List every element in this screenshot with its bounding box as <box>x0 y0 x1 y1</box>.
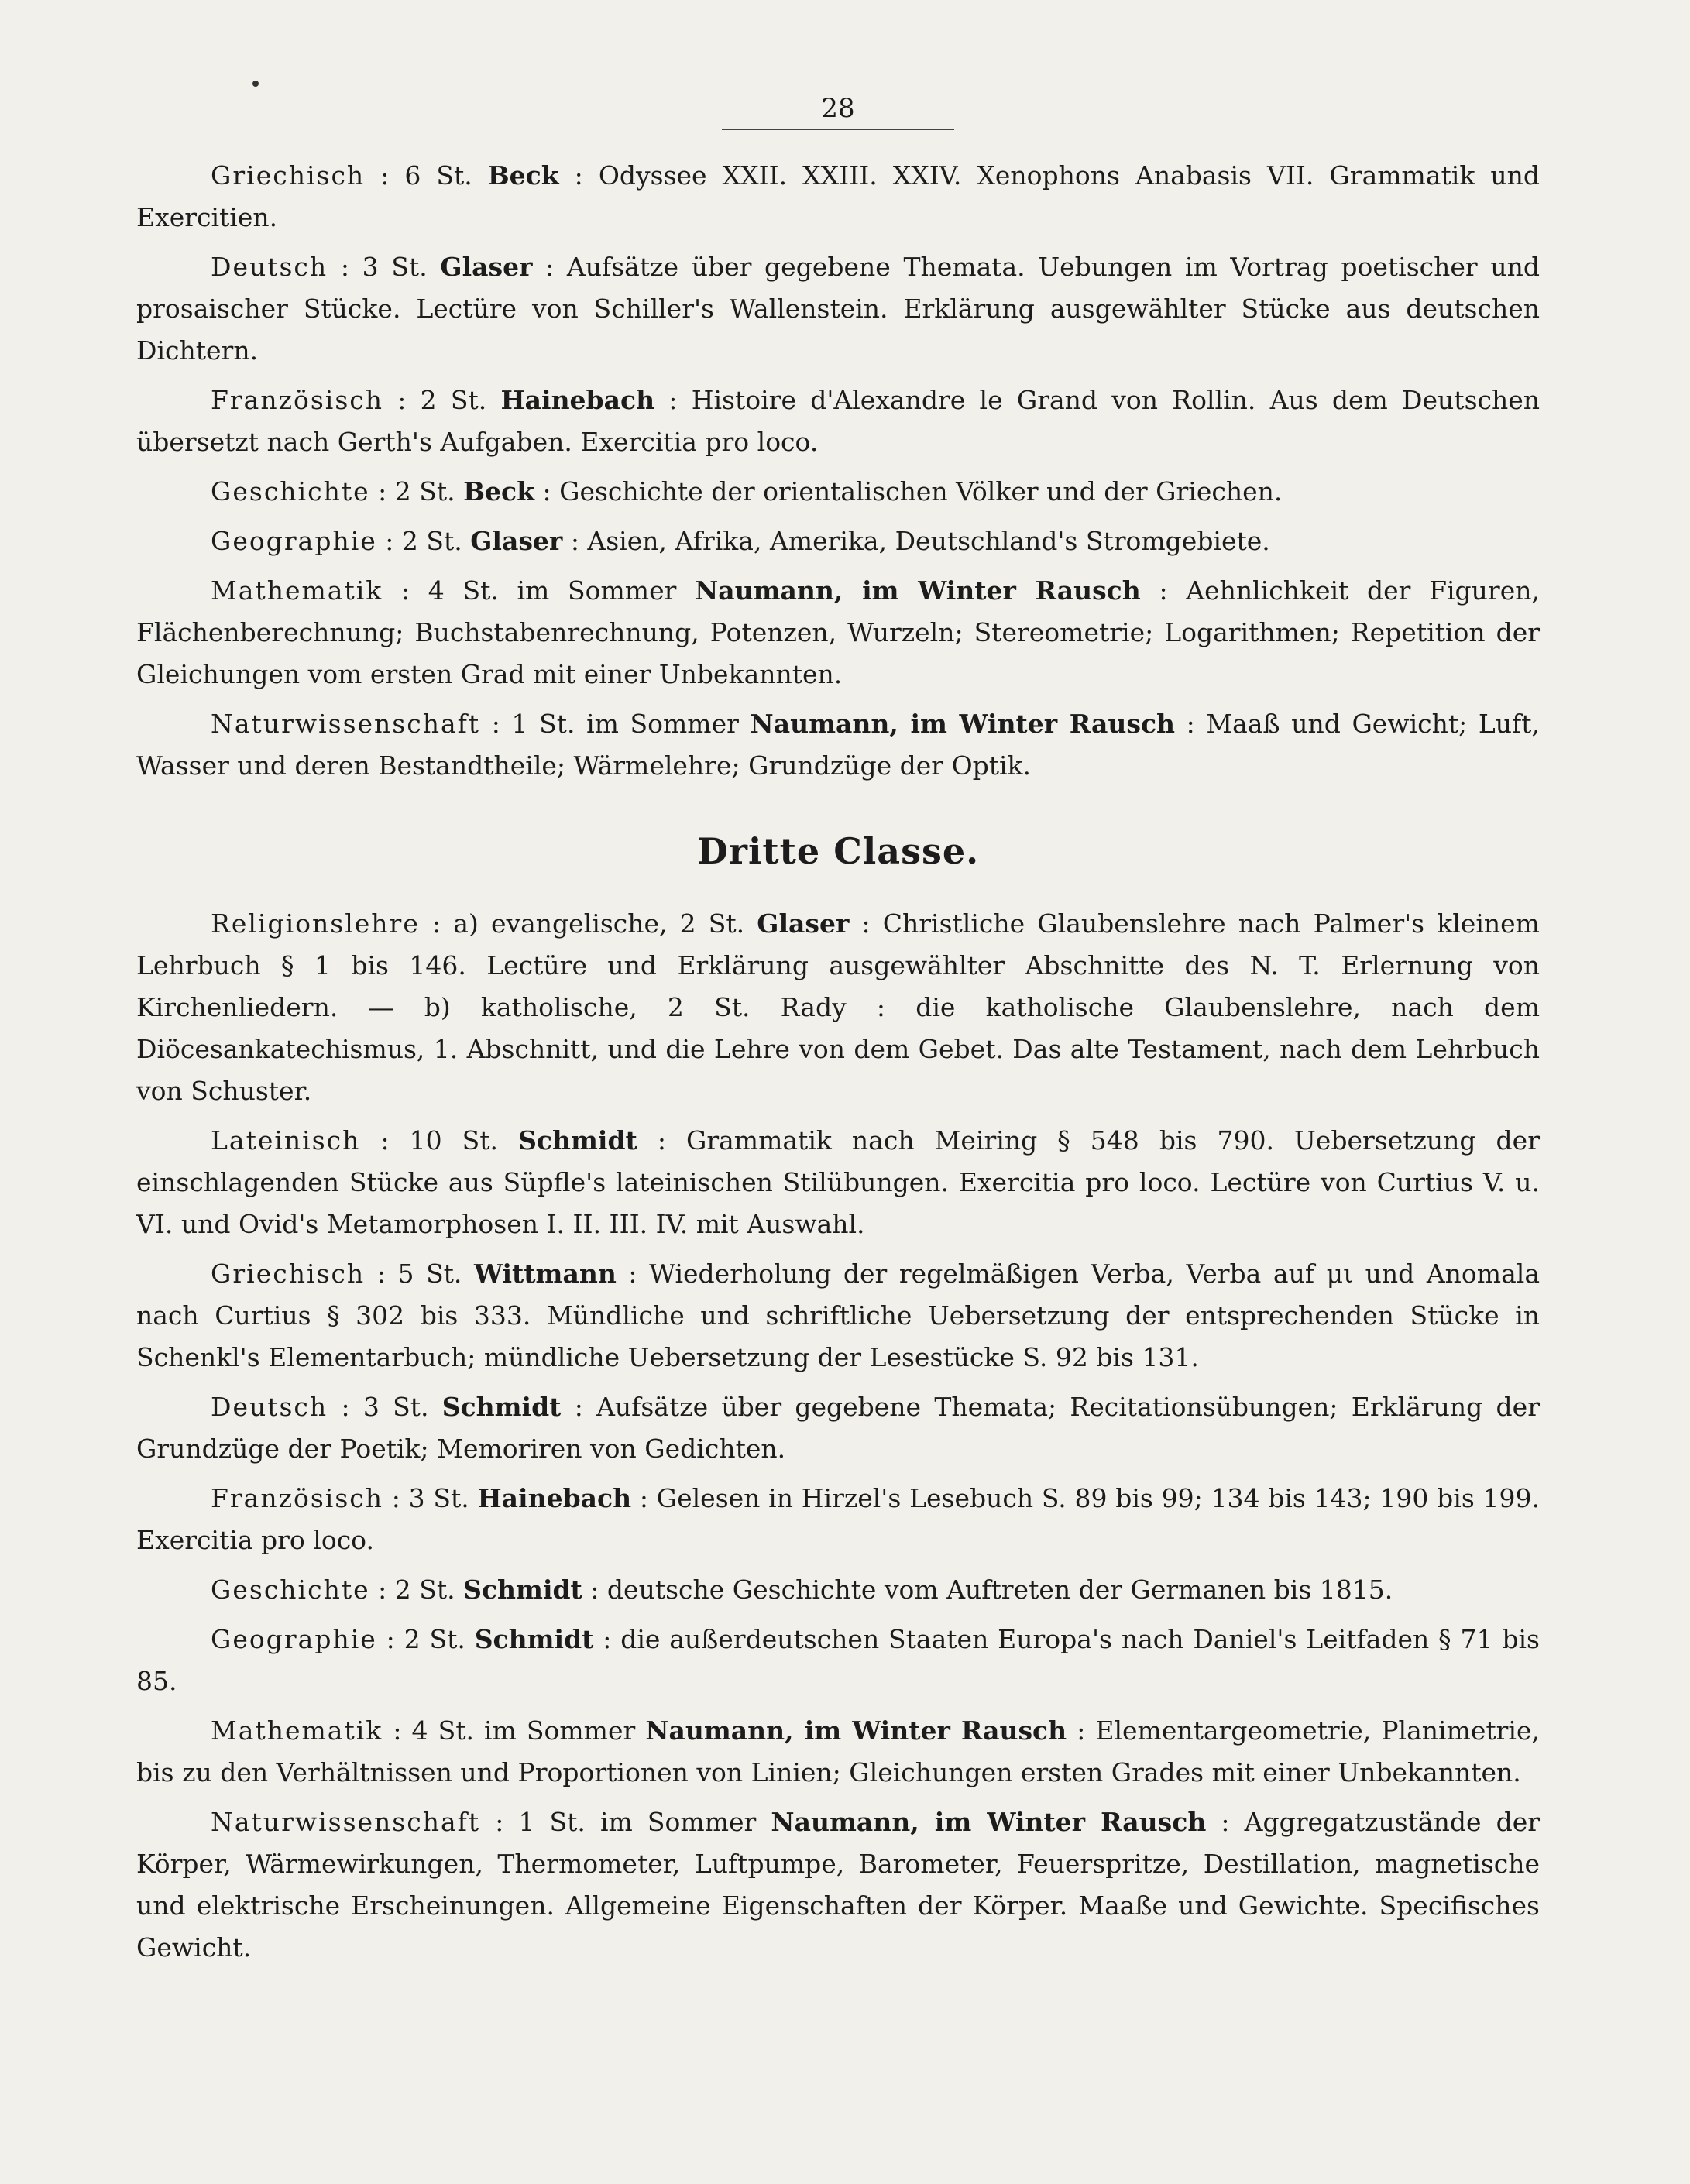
curriculum-entry <box>136 1253 1540 1379</box>
hours-info: : 1 St. im Sommer <box>495 1807 757 1837</box>
hours-info: : 10 St. <box>380 1125 499 1156</box>
hours-info: : 6 St. <box>380 160 472 191</box>
teacher-name: Naumann, im Winter Rausch <box>750 709 1176 739</box>
subject-name: Religionslehre <box>211 908 420 939</box>
page-number: 28 <box>821 93 855 124</box>
hours-info: : 4 St. im Sommer <box>393 1715 636 1746</box>
upper-class-section <box>136 155 1540 787</box>
subject-name: Geschichte <box>211 476 370 507</box>
teacher-name: Beck <box>487 160 559 191</box>
curriculum-entry <box>136 703 1540 787</box>
curriculum-entry <box>136 1801 1540 1969</box>
subject-name: Griechisch <box>211 1259 366 1289</box>
hours-info: : 2 St. <box>385 526 462 556</box>
subject-name: Naturwissenschaft <box>211 1807 481 1837</box>
entry-text: : Wiederholung der regelmäßigen Verba, Verba auf μι und Anomala nach Curtius § 302 bis 333. Mündliche und schriftliche Uebersetzung der entsprechenden Stücke in Schenkl's Elementarbuch; mündliche Uebersetzung der Lesestücke S. 92 bis 131. <box>136 1259 1540 1372</box>
curriculum-entry <box>136 1478 1540 1561</box>
subject-name: Deutsch <box>211 1392 328 1422</box>
subject-name: Naturwissenschaft <box>211 709 481 739</box>
entry-text: : Elementargeometrie, Planimetrie, bis zu den Verhältnissen und Proportionen von Linien; Gleichungen ersten Grades mit einer Unbekannten. <box>136 1715 1540 1787</box>
header-rule <box>722 129 954 130</box>
third-class-section <box>136 903 1540 1969</box>
teacher-name: Hainebach <box>477 1483 632 1513</box>
hours-info: : 2 St. <box>378 476 455 507</box>
entry-text: : Odyssee XXII. XXIII. XXIV. Xenophons Anabasis VII. Grammatik und Exercitien. <box>136 160 1540 232</box>
teacher-name: Hainebach <box>500 385 655 415</box>
subject-name: Lateinisch <box>211 1125 361 1156</box>
teacher-name: Glaser <box>757 908 850 939</box>
hours-info: : 3 St. <box>391 1483 469 1513</box>
entry-text: : die außerdeutschen Staaten Europa's nach Daniel's Leitfaden § 71 bis 85. <box>136 1624 1540 1696</box>
hours-info: : 2 St. <box>378 1574 455 1605</box>
hours-info: : 5 St. <box>376 1259 462 1289</box>
entry-text: : Maaß und Gewicht; Luft, Wasser und deren Bestandtheile; Wärmelehre; Grundzüge der Optik. <box>136 709 1541 781</box>
teacher-name: Schmidt <box>463 1574 582 1605</box>
curriculum-entry <box>136 1386 1540 1470</box>
teacher-name: Naumann, im Winter Rausch <box>645 1715 1067 1746</box>
subject-name: Geographie <box>211 526 377 556</box>
hours-info: : 1 St. im Sommer <box>491 709 739 739</box>
entry-text: : Gelesen in Hirzel's Lesebuch S. 89 bis 99; 134 bis 143; 190 bis 199. Exercitia pro loco. <box>136 1483 1540 1555</box>
teacher-name: Naumann, im Winter Rausch <box>695 575 1141 606</box>
entry-text: : Asien, Afrika, Amerika, Deutschland's Stromgebiete. <box>570 526 1270 556</box>
subject-name: Deutsch <box>211 252 328 282</box>
curriculum-entry <box>136 155 1540 239</box>
curriculum-entry <box>136 520 1540 562</box>
subject-name: Mathematik <box>211 575 383 606</box>
section-heading: Dritte Classe. <box>696 830 980 872</box>
entry-text: : Aufsätze über gegebene Themata; Recitationsübungen; Erklärung der Grundzüge der Poetik; Memoriren von Gedichten. <box>136 1392 1540 1464</box>
curriculum-entry <box>136 1569 1540 1611</box>
hours-info: : 2 St. <box>386 1624 465 1654</box>
entry-text: : Aehnlichkeit der Figuren, Flächenberechnung; Buchstabenrechnung, Potenzen, Wurzeln; Stereometrie; Logarithmen; Repetition der Gleichungen vom ersten Grad mit einer Unbekannten. <box>136 575 1540 689</box>
entry-text: : deutsche Geschichte vom Auftreten der Germanen bis 1815. <box>590 1574 1393 1605</box>
subject-name: Französisch <box>211 1483 384 1513</box>
hours-info: : a) evangelische, 2 St. <box>432 908 745 939</box>
subject-name: Geschichte <box>211 1574 370 1605</box>
teacher-name: Schmidt <box>474 1624 594 1654</box>
subject-name: Mathematik <box>211 1715 383 1746</box>
ink-spot <box>252 81 259 87</box>
curriculum-entry <box>136 903 1540 1112</box>
teacher-name: Wittmann <box>474 1259 617 1289</box>
entry-text: : Aggregatzustände der Körper, Wärmewirkungen, Thermometer, Luftpumpe, Barometer, Feuerspritze, Destillation, magnetische und elektrische Erscheinungen. Allgemeine Eigenschaften der Körper. Maaße und Gewichte. Specifisches Gewicht. <box>136 1807 1541 1963</box>
document-page <box>136 93 1540 1976</box>
entry-text: : Histoire d'Alexandre le Grand von Rollin. Aus dem Deutschen übersetzt nach Gerth's Aufgaben. Exercitia pro loco. <box>136 385 1541 457</box>
hours-info: : 3 St. <box>340 252 428 282</box>
subject-name: Französisch <box>211 385 384 415</box>
hours-info: : 3 St. <box>341 1392 429 1422</box>
curriculum-entry <box>136 1120 1540 1245</box>
curriculum-entry <box>136 1710 1540 1794</box>
entry-text: : Geschichte der orientalischen Völker und der Griechen. <box>542 476 1283 507</box>
entry-text: : Christliche Glaubenslehre nach Palmer's kleinem Lehrbuch § 1 bis 146. Lectüre und Erklärung ausgewählter Abschnitte des N. T. Erlernung von Kirchenliedern. — b) katholische, 2 St. Rady : die katholische Glaubenslehre, nach dem Diöcesankatechismus, 1. Abschnitt, und die Lehre von dem Gebet. Das alte Testament, nach dem Lehrbuch von Schuster. <box>136 908 1540 1106</box>
entry-text: : Aufsätze über gegebene Themata. Uebungen im Vortrag poetischer und prosaischer Stücke. Lectüre von Schiller's Wallenstein. Erklärung ausgewählter Stücke aus deutschen Dichtern. <box>136 252 1540 366</box>
curriculum-entry <box>136 471 1540 513</box>
teacher-name: Schmidt <box>518 1125 637 1156</box>
teacher-name: Naumann, im Winter Rausch <box>771 1807 1207 1837</box>
entry-text: : Grammatik nach Meiring § 548 bis 790. Uebersetzung der einschlagenden Stücke aus Süpfle's lateinischen Stilübungen. Exercitia pro loco. Lectüre von Curtius V. u. VI. und Ovid's Metamorphosen I. II. III. IV. mit Auswahl. <box>136 1125 1540 1239</box>
teacher-name: Glaser <box>440 252 533 282</box>
curriculum-entry <box>136 1619 1540 1702</box>
curriculum-entry <box>136 379 1540 463</box>
curriculum-entry <box>136 246 1540 372</box>
curriculum-entry <box>136 570 1540 695</box>
hours-info: : 2 St. <box>397 385 487 415</box>
subject-name: Griechisch <box>211 160 366 191</box>
teacher-name: Schmidt <box>441 1392 562 1422</box>
subject-name: Geographie <box>211 1624 377 1654</box>
hours-info: : 4 St. im Sommer <box>400 575 677 606</box>
teacher-name: Glaser <box>470 526 563 556</box>
teacher-name: Beck <box>463 476 534 507</box>
